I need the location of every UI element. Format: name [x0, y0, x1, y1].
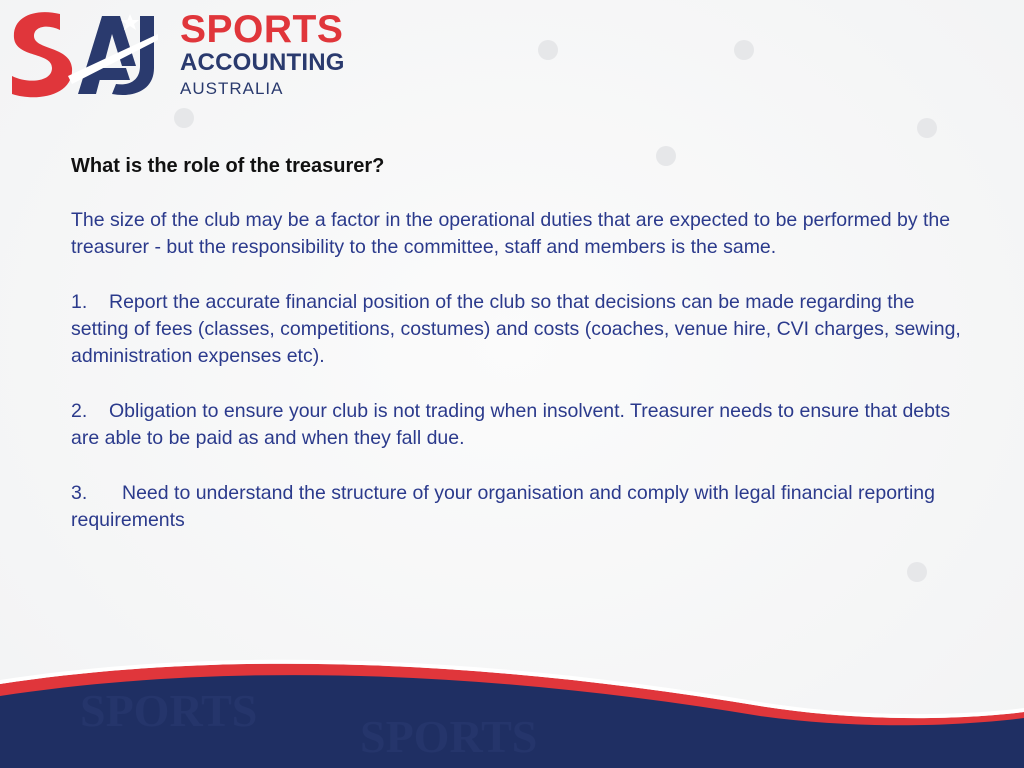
list-item-text: Report the accurate financial position of the club so that decisions can be made regarding the setting of fees (classes, competitions, costumes) and costs (coaches, venue hire, CVI charges, sewing, administration expenses etc). [71, 290, 961, 368]
list-item [71, 289, 971, 371]
list-item-text: Need to understand the structure of your organisation and comply with legal financial reporting requirements [71, 481, 935, 532]
sports-accounting-australia-logo [8, 6, 358, 98]
logo-word-australia: AUSTRALIA [180, 79, 284, 98]
list-item [71, 398, 971, 453]
decorative-dot [907, 562, 927, 582]
slide-heading: What is the role of the treasurer? [71, 155, 385, 177]
decorative-dot [538, 40, 558, 60]
footer-watermark: SPORTS [360, 711, 538, 762]
slide-content [71, 152, 971, 562]
list-item-number: 3. [71, 481, 88, 504]
decorative-dot [917, 118, 937, 138]
logo-word-sports: SPORTS [180, 8, 344, 51]
decorative-dot [734, 40, 754, 60]
list-item-number: 2. [71, 400, 88, 423]
intro-paragraph: The size of the club may be a factor in the operational duties that are expected to be performed by the treasurer - but the responsibility to the committee, staff and members is the same. [71, 209, 951, 259]
list-item-number: 1. [71, 290, 88, 313]
footer-watermark: SPORTS [80, 685, 258, 736]
sa-logo-mark-icon [8, 6, 158, 98]
footer-banner [0, 640, 1024, 768]
logo-word-accounting: ACCOUNTING [180, 49, 345, 76]
list-item-text: Obligation to ensure your club is not trading when insolvent. Treasurer needs to ensure that debts are able to be paid as and when they fall due. [71, 400, 951, 450]
decorative-dot [174, 108, 194, 128]
list-item [71, 480, 971, 535]
